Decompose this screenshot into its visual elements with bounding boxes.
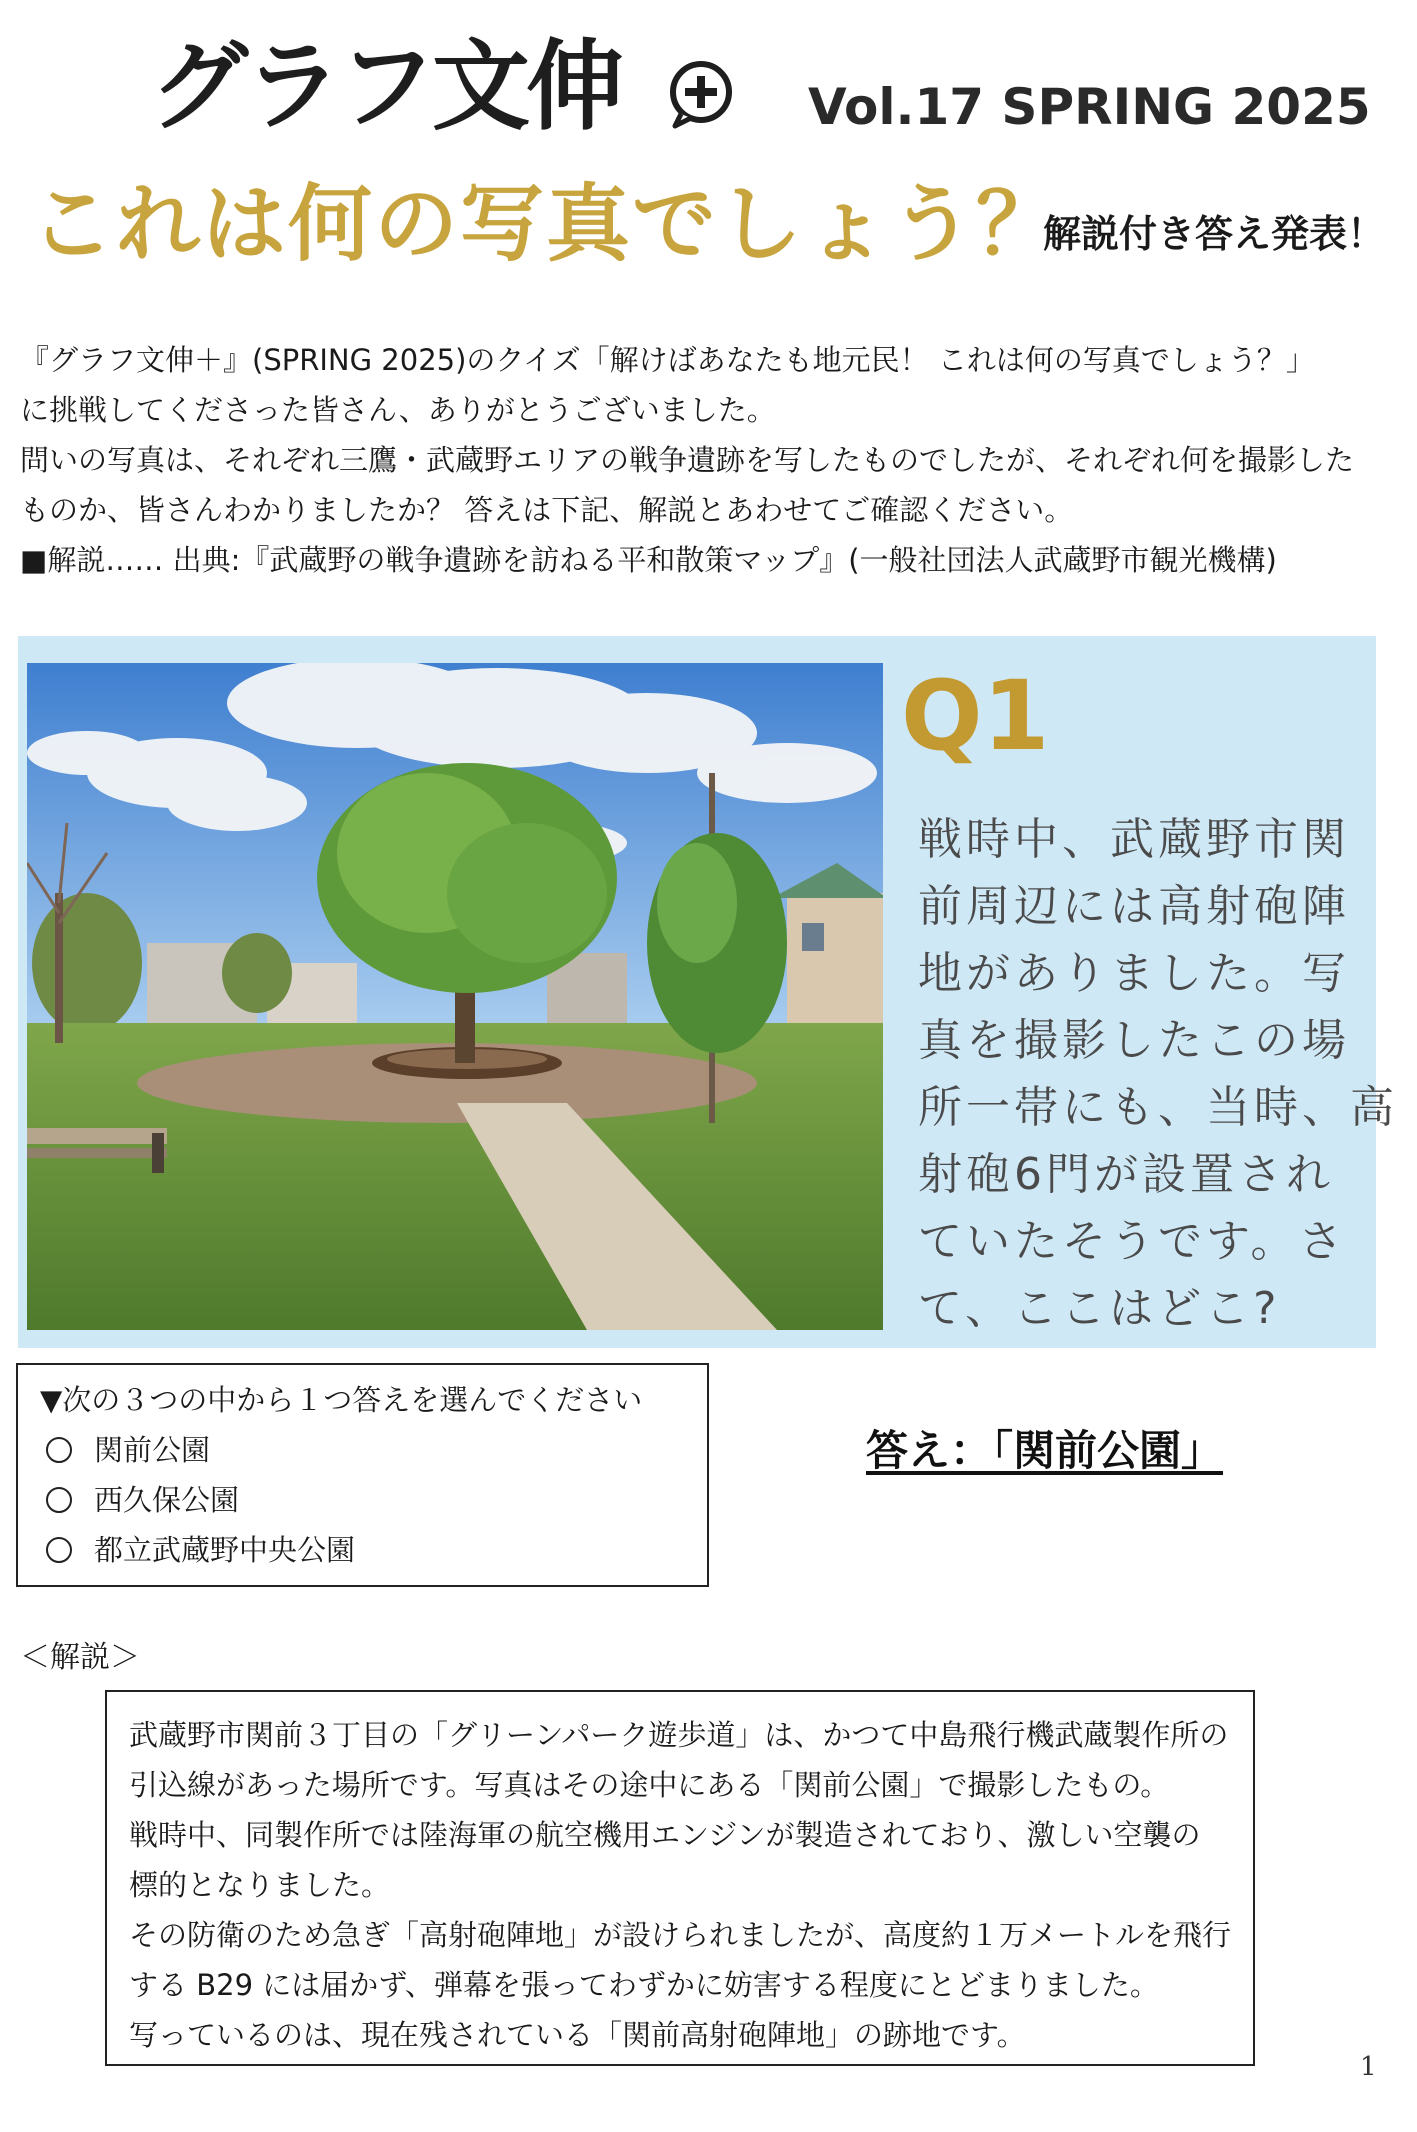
question-line: 射砲6門が設置され <box>918 1149 1334 1200</box>
park-photo-illustration <box>27 663 883 1330</box>
explanation-line: その防衛のため急ぎ「高射砲陣地」が設けられましたが、高度約１万メートルを飛行 <box>129 1918 1232 1952</box>
plus-badge-icon <box>665 58 737 130</box>
quiz-title: これは何の写真でしょう？ <box>30 175 1063 273</box>
choice-label: 関前公園 <box>94 1433 211 1467</box>
page-number: 1 <box>1360 2052 1377 2082</box>
choice-option <box>40 1475 707 1525</box>
choices-prompt: ▼次の３つの中から１つ答えを選んでください <box>40 1383 643 1417</box>
explanation-line: 戦時中、同製作所では陸海軍の航空機用エンジンが製造されており、激しい空襲の <box>129 1818 1201 1852</box>
choice-option <box>40 1425 707 1475</box>
question-line: 前周辺には高射砲陣 <box>918 881 1350 932</box>
question-line: て、ここはどこ? <box>918 1283 1281 1334</box>
intro-line: 問いの写真は、それぞれ三鷹・武蔵野エリアの戦争遺跡を写したものでしたが、それぞれ何を撮影した <box>20 443 1355 477</box>
intro-text <box>20 335 1410 585</box>
intro-line: に挑戦してくださった皆さん、ありがとうございました。 <box>20 393 776 427</box>
explanation-line: 写っているのは、現在残されている「関前高射砲陣地」の跡地です。 <box>129 2018 1026 2052</box>
explanation-line: 引込線があった場所です。写真はその途中にある「関前公園」で撮影したもの。 <box>129 1768 1170 1802</box>
explanation-line: 標的となりました。 <box>129 1868 391 1902</box>
intro-line: 『グラフ文伸＋』(SPRING 2025)のクイズ「解けばあなたも地元民！ これは何の写真でしょう？」 <box>20 343 1315 377</box>
radio-circle-icon <box>46 1537 72 1563</box>
quiz-subtitle: 解説付き答え発表！ <box>1043 212 1386 256</box>
question-line: 戦時中、武蔵野市関 <box>918 814 1350 865</box>
question-line: 地がありました。写 <box>918 948 1350 999</box>
radio-circle-icon <box>46 1487 72 1513</box>
choices-box <box>16 1363 709 1587</box>
question-line: ていたそうです。さ <box>918 1216 1347 1267</box>
explanation-heading: ＜解説＞ <box>20 1640 140 1675</box>
question-label: Q1 <box>901 660 1050 772</box>
intro-line: ■解説…… 出典:『武蔵野の戦争遺跡を訪ねる平和散策マップ』(一般社団法人武蔵野市観光機構) <box>20 543 1277 577</box>
choice-option <box>40 1525 707 1575</box>
question-line: 所一帯にも、当時、高 <box>918 1082 1398 1133</box>
choice-label: 都立武蔵野中央公園 <box>94 1533 356 1567</box>
question-text <box>918 806 1398 1342</box>
choice-label: 西久保公園 <box>94 1483 240 1517</box>
explanation-line: 武蔵野市関前３丁目の「グリーンパーク遊歩道」は、かつて中島飛行機武蔵製作所の <box>129 1718 1229 1752</box>
explanation-line: する B29 には届かず、弾幕を張ってわずかに妨害する程度にとどまりました。 <box>129 1968 1159 2002</box>
radio-circle-icon <box>46 1437 72 1463</box>
question-line: 真を撮影したこの場 <box>918 1015 1350 1066</box>
magazine-logo: グラフ文伸 <box>150 30 621 144</box>
intro-line: ものか、皆さんわかりましたか？ 答えは下記、解説とあわせてご確認ください。 <box>20 493 1074 527</box>
explanation-box <box>105 1690 1255 2066</box>
answer-text: 答え：「関前公園」 <box>866 1426 1224 1475</box>
park-photo <box>27 663 883 1330</box>
volume-label: Vol.17 SPRING 2025 <box>808 78 1371 136</box>
